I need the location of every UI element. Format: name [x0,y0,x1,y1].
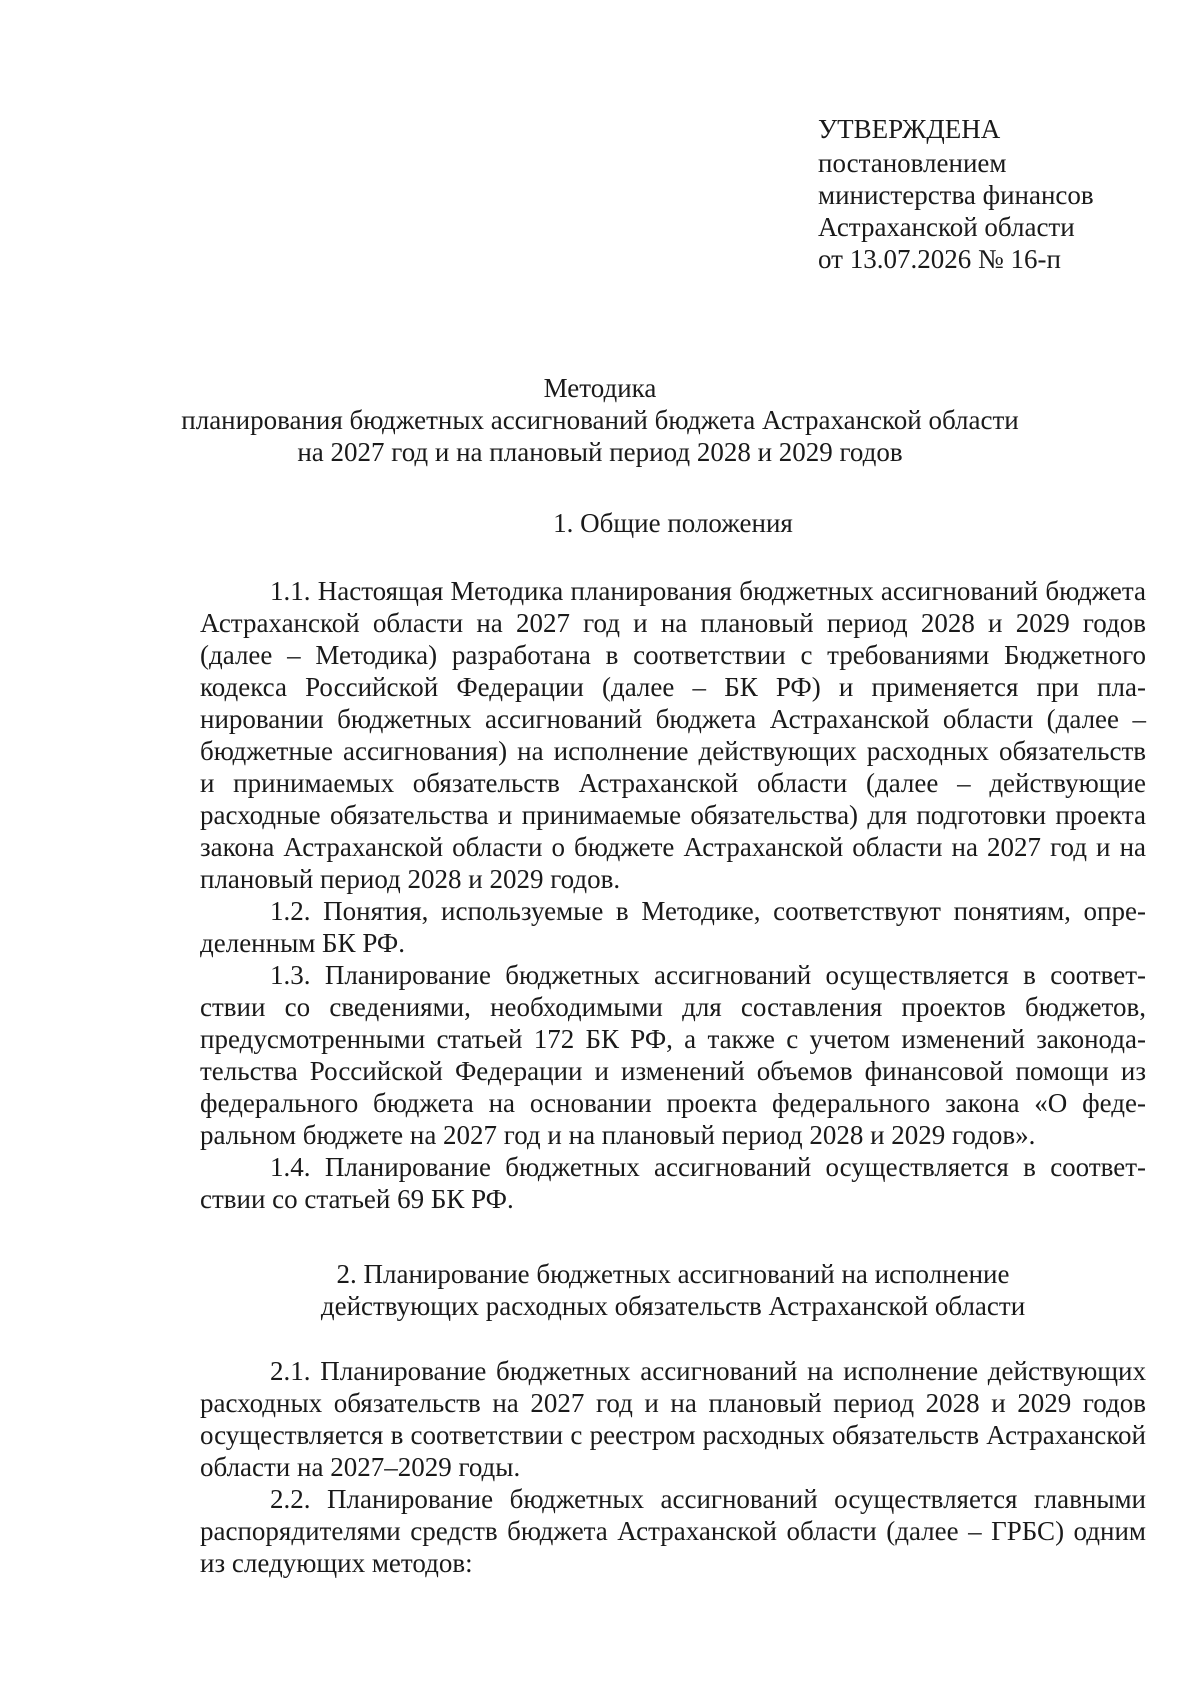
paragraph: 2.1. Планирование бюджетных ассигнований на исполнение действующих расходных обязательств на 2027 год и на плановый период 2028 и 2029 годов осуществляется в соответствии с реестром расходных обязательств Астраханской области на 2027–2029 годы. [200,1356,1146,1482]
paragraph: 1.2. Понятия, используемые в Методике, соответствуют понятиям, определенным БК РФ. [200,896,1146,958]
document-title [0,372,1200,468]
section-2-body [200,1355,1146,1579]
title-line: Методика [543,373,657,403]
approval-line: от 13.07.2026 № 16-п [818,244,1061,274]
approval-line: Астраханской области [818,212,1075,242]
section-heading: 2. Планирование бюджетных ассигнований на исполнение [336,1259,1010,1289]
section-1-body [200,575,1146,1215]
approval-stamp [818,113,1158,275]
approval-line: постановлением [818,148,1007,178]
approval-line: министерства финансов [818,180,1094,210]
title-line: планирования бюджетных ассигнований бюджета Астраханской области [181,405,1019,435]
section-heading: 1. Общие положения [553,508,793,538]
approval-head: УТВЕРЖДЕНА [818,114,1001,144]
paragraph: 1.4. Планирование бюджетных ассигнований осуществляется в соответствии со статьей 69 БК РФ. [200,1152,1146,1214]
title-line: на 2027 год и на плановый период 2028 и 2029 годов [297,437,903,467]
paragraph: 2.2. Планирование бюджетных ассигнований осуществляется главными распорядителями средств бюджета Астраханской области (далее – ГРБС) одним из следующих методов: [200,1484,1146,1578]
paragraph: 1.3. Планирование бюджетных ассигнований осуществляется в соответствии со сведениями, необходимыми для составления проектов бюджетов, предусмотренными статьей 172 БК РФ, а также с учетом изменений законодательства Российской Федерации и изменений объемов финансовой помощи из федерального бюджета на основании проекта федерального закона «О федеральном бюджете на 2027 год и на плановый период 2028 и 2029 годов». [200,960,1146,1150]
section-heading: действующих расходных обязательств Астраханской области [320,1291,1026,1321]
section-2 [200,1258,1146,1322]
paragraph: 1.1. Настоящая Методика планирования бюджетных ассигнований бюджета Астраханской области на 2027 год и на плановый период 2028 и 2029 годов (далее – Методика) разработана в соответствии с требованиями Бюджетного кодекса Российской Федерации (далее – БК РФ) и применяется при планировании бюджетных ассигнований бюджета Астраханской области (далее – бюджетные ассигнования) на исполнение действующих расходных обязательств и принимаемых обязательств Астраханской области (далее – действующие расходные обязательства и принимаемые обязательства) для подготовки проекта закона Астраханской области о бюджете Астраханской области на 2027 год и на плановый период 2028 и 2029 годов. [200,576,1146,894]
section-1 [200,507,1146,539]
